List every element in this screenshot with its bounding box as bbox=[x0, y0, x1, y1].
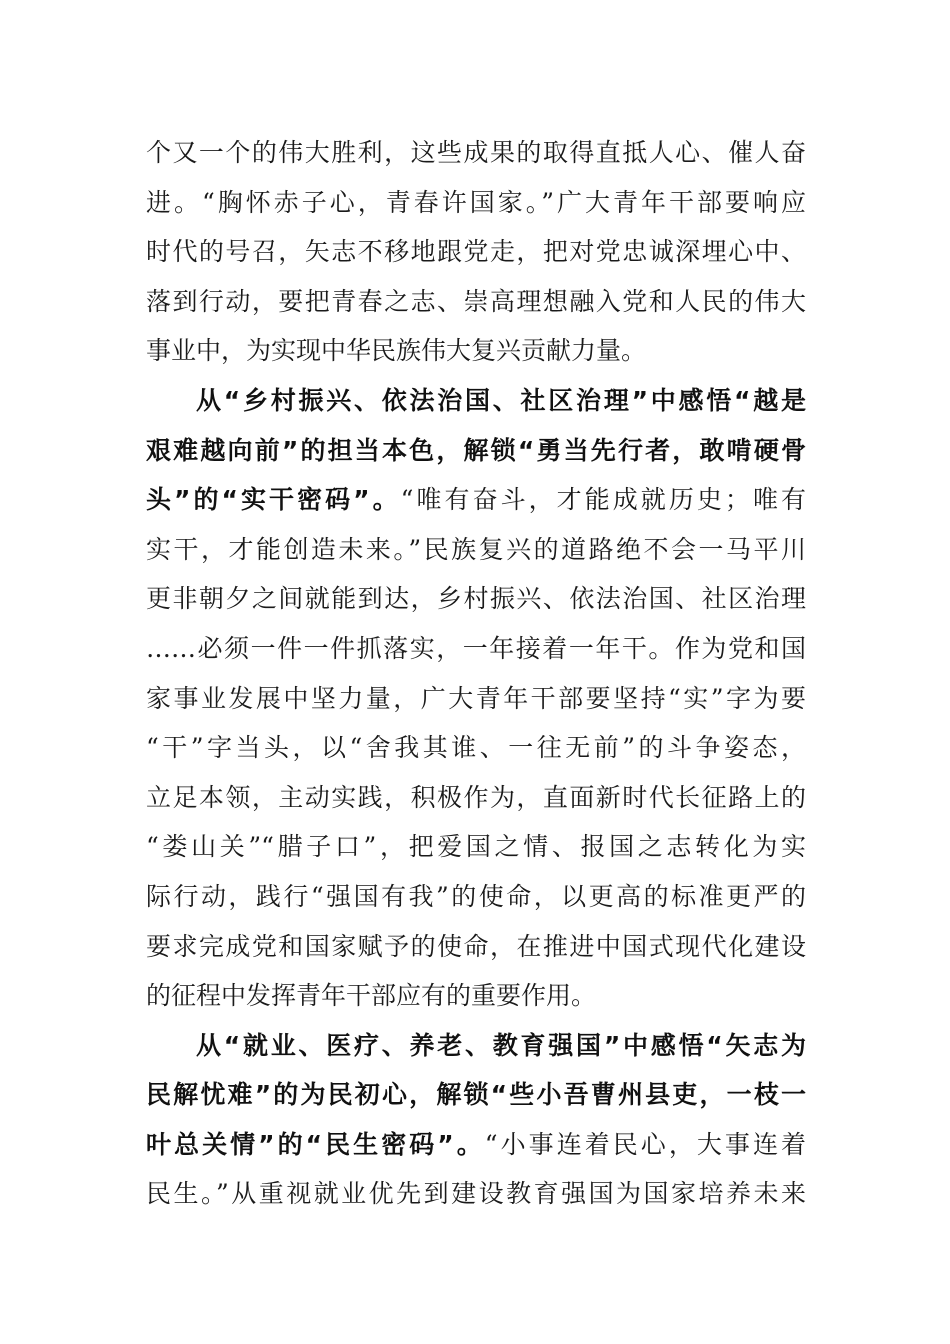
text-line: 要求完成党和国家赋予的使命，在推进中国式现代化建设 bbox=[146, 931, 806, 961]
heading-line: 艰难越向前”的担当本色，解锁“勇当先行者，敢啃硬骨 bbox=[146, 435, 806, 465]
paragraph-2 bbox=[146, 376, 806, 1021]
text-fragment: “小事连着民心，大事连着 bbox=[484, 1129, 806, 1159]
text-fragment: “唯有奋斗，才能成就历史；唯有 bbox=[400, 485, 806, 515]
paragraph-3 bbox=[146, 1021, 806, 1219]
text-line: 时代的号召，矢志不移地跟党走，把对党忠诚深埋心中、 bbox=[146, 237, 806, 267]
text-line: 更非朝夕之间就能到达，乡村振兴、依法治国、社区治理 bbox=[146, 584, 806, 614]
text-line: 个又一个的伟大胜利，这些成果的取得直抵人心、催人奋 bbox=[146, 138, 806, 167]
text-line: ……必须一件一件抓落实，一年接着一年干。作为党和国 bbox=[146, 633, 806, 663]
text-line: 家事业发展中坚力量，广大青年干部要坚持“实”字为要 bbox=[146, 683, 806, 713]
text-line: 落到行动，要把青春之志、崇高理想融入党和人民的伟大 bbox=[146, 286, 806, 316]
text-line: 立足本领，主动实践，积极作为，直面新时代长征路上的 bbox=[146, 782, 806, 812]
text-line: 民生。”从重视就业优先到建设教育强国为国家培养未来 bbox=[146, 1179, 806, 1209]
heading-line: 从“就业、医疗、养老、教育强国”中感悟“矢志为 bbox=[196, 1030, 806, 1060]
paragraph-1 bbox=[146, 128, 806, 376]
text-line: “干”字当头，以“舍我其谁、一往无前”的斗争姿态， bbox=[146, 733, 806, 763]
text-line: 进。“胸怀赤子心，青春许国家。”广大青年干部要响应 bbox=[146, 187, 806, 217]
mixed-line bbox=[146, 475, 806, 525]
heading-line: 民解忧难”的为民初心，解锁“些小吾曹州县吏，一枝一 bbox=[146, 1080, 806, 1110]
text-line: 际行动，践行“强国有我”的使命，以更高的标准更严的 bbox=[146, 881, 806, 911]
document-page bbox=[146, 128, 806, 1219]
text-line: “娄山关”“腊子口”，把爱国之情、报国之志转化为实 bbox=[146, 832, 806, 862]
text-line: 的征程中发挥青年干部应有的重要作用。 bbox=[146, 981, 597, 1011]
heading-fragment: 叶总关情”的“民生密码”。 bbox=[146, 1129, 485, 1159]
text-line: 事业中，为实现中华民族伟大复兴贡献力量。 bbox=[146, 336, 647, 366]
heading-line: 从“乡村振兴、依法治国、社区治理”中感悟“越是 bbox=[196, 385, 806, 415]
text-line: 实干，才能创造未来。”民族复兴的道路绝不会一马平川 bbox=[146, 534, 806, 564]
heading-fragment: 头”的“实干密码”。 bbox=[146, 485, 401, 515]
mixed-line bbox=[146, 1120, 806, 1170]
